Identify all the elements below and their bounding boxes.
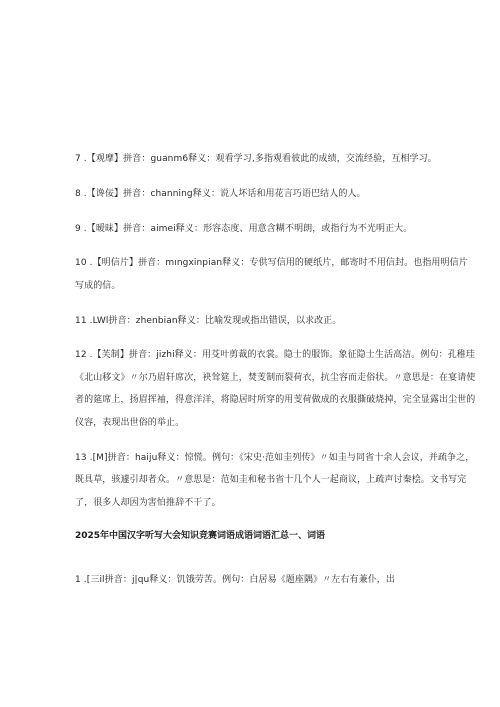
entry-12: 12 .【芙制】拼音：jizhi释义：用芟叶剪裁的衣裳。隐士的服饰。象征隐士生活高洁。例句：孔稚珪《北山移文》〃尔乃眉轩席次，袂耸筵上，焚芰制而裂荷衣，抗尘容而走俗状。〃意思是：在宴请使者的筵席上，扬眉挥袖，得意洋洋，将隐居时所穿的用芰荷做成的衣服撕破烧掉，完全显露出尘世的仪容，表现出世俗的举止。	[75, 350, 476, 428]
section-heading: 2025年中国汉字听写大会知识竞赛词语成语词语汇总一、词语	[75, 530, 326, 541]
entry-9: 9 .【暧昧】拼音：aimei释义：形容态度、用意含糊不明朗，或指行为不光明正大。	[75, 223, 413, 234]
entry-11: 11 .LWl拼音：zhenbian释义：比喻发现或指出错误，以求改正。	[75, 315, 342, 326]
section-entry-1: 1 .[三il拼音：j|qu释义：饥饿劳苦。例句：白居易《题座隅》〃左右有兼仆，出	[75, 574, 396, 585]
entry-8: 8 .【谗佞】拼音：channing释义：说人坏话和用花言巧语巴结人的人。	[75, 189, 366, 199]
entry-7: 7 .【观摩】拼音：guanm6释义：观看学习,多指观看彼此的成绩，交流经验，互相学习。	[75, 154, 437, 164]
entry-13: 13 .[M]拼音：haiju释义：惊慌。例句：《宋史·范如圭列传》〃如圭与同省十余人会议，并疏争之，既具草，骇遽引却者众。〃意思是：范如圭和秘书省十几个人一起商议，上疏声讨秦桧。文书写完了，很多人却因为害怕推辞不干了。	[75, 452, 475, 508]
entry-10: 10 .【明信片】拼音：mıngxinpian释义：专供写信用的硬纸片，邮寄时不用信封。也指用明信片写成的信。	[75, 258, 468, 291]
